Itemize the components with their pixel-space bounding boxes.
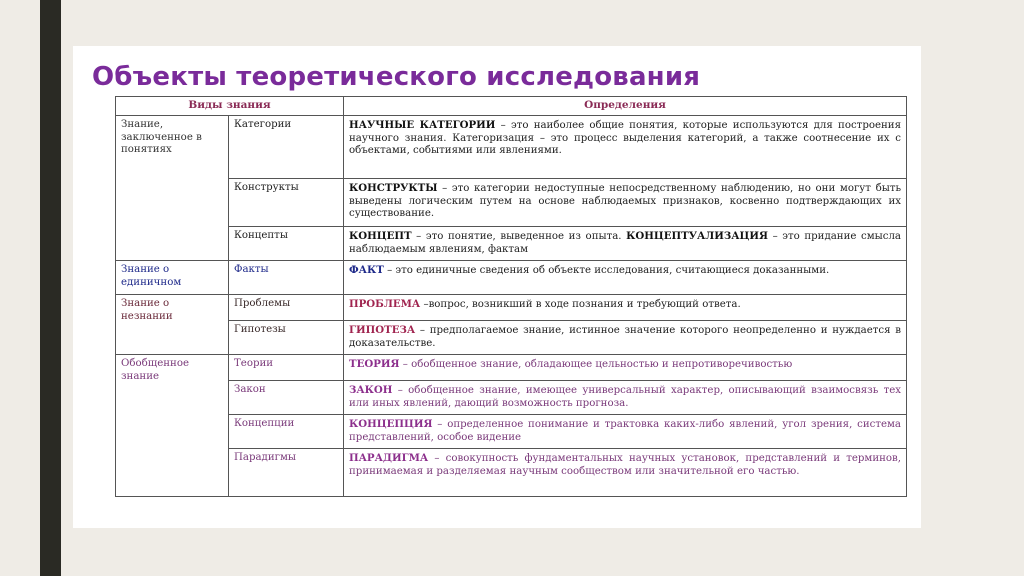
definition-cell <box>344 381 907 415</box>
table-row <box>116 295 907 321</box>
table-row <box>116 179 907 227</box>
definition-cell <box>344 355 907 381</box>
definition-cell <box>344 261 907 295</box>
table-row <box>116 261 907 295</box>
definition-text: – обобщенное знание, имеющее универсальный характер, описывающий взаимосвязь тех или иных явлений, дающий возможность прогноза. <box>349 385 902 409</box>
definition-cell <box>344 227 907 261</box>
definition-text: – это единичные сведения об объекте исследования, считающиеся доказанными. <box>383 265 830 276</box>
header-knowledge-types: Виды знания <box>116 97 344 116</box>
definition-text: – совокупность фундаментальных научных установок, представлений и терминов, принимаемая и разделяемая научным сообществом или значительной его частью. <box>349 453 902 477</box>
definition-term: ПРОБЛЕМА <box>349 298 421 310</box>
definition-cell <box>344 415 907 449</box>
definition-text: – обобщенное знание, обладающее цельностью и непротиворечивостью <box>399 359 793 370</box>
table-row <box>116 415 907 449</box>
kind-cell: Конструкты <box>229 179 344 227</box>
definition-text: – это наиболее общие понятия, которые используются для построения научного знания. Категоризация – это процесс выделения категорий, а также соотнесение их с объектами, событиями или явлениями. <box>349 120 902 156</box>
kind-cell: Концепции <box>229 415 344 449</box>
slide-title: Объекты теоретического исследования <box>92 62 701 92</box>
research-objects-table <box>115 96 907 497</box>
definition-term: НАУЧНЫЕ КАТЕГОРИИ <box>349 119 496 131</box>
kind-cell: Концепты <box>229 227 344 261</box>
definition-term: ЗАКОН <box>349 384 393 396</box>
left-accent-bar <box>40 0 61 576</box>
kind-cell: Закон <box>229 381 344 415</box>
definition-term: ФАКТ <box>349 264 384 276</box>
table-row <box>116 321 907 355</box>
definition-text-2: – это придание смысла наблюдаемым явлениям, фактам <box>349 231 902 255</box>
table-row <box>116 449 907 497</box>
definition-text: – это понятие, выведенное из опыта. <box>411 231 627 242</box>
definition-term: ПАРАДИГМА <box>349 452 429 464</box>
group-cell: Обобщенное знание <box>116 355 229 497</box>
table-header-row <box>116 97 907 116</box>
definition-text: – предполагаемое знание, истинное значение которого неопределенно и нуждается в доказательстве. <box>349 325 902 349</box>
group-cell: Знание о незнании <box>116 295 229 355</box>
kind-cell: Теории <box>229 355 344 381</box>
definition-cell <box>344 449 907 497</box>
kind-cell: Гипотезы <box>229 321 344 355</box>
table-row <box>116 381 907 415</box>
definition-term: КОНЦЕПТ <box>349 230 412 242</box>
definition-term: КОНСТРУКТЫ <box>349 182 438 194</box>
definition-cell <box>344 179 907 227</box>
definition-cell <box>344 116 907 179</box>
table-row <box>116 116 907 179</box>
kind-cell: Факты <box>229 261 344 295</box>
definition-cell <box>344 321 907 355</box>
definition-term: ГИПОТЕЗА <box>349 324 416 336</box>
kind-cell: Парадигмы <box>229 449 344 497</box>
definition-term: ТЕОРИЯ <box>349 358 400 370</box>
definition-term: КОНЦЕПЦИЯ <box>349 418 433 430</box>
definition-cell <box>344 295 907 321</box>
header-definitions: Определения <box>344 97 907 116</box>
definition-text: –вопрос, возникший в ходе познания и требующий ответа. <box>420 299 741 310</box>
kind-cell: Категории <box>229 116 344 179</box>
group-cell: Знание о единичном <box>116 261 229 295</box>
kind-cell: Проблемы <box>229 295 344 321</box>
definition-text: – это категории недоступные непосредственному наблюдению, но они могут быть выведены логическим путем на основе наблюдаемых признаков, косвенно подтверждающих их существование. <box>349 183 902 219</box>
definition-text: – определенное понимание и трактовка каких-либо явлений, угол зрения, система представлений, особое видение <box>349 419 902 443</box>
group-cell: Знание, заключенное в понятиях <box>116 116 229 261</box>
definition-term-2: КОНЦЕПТУАЛИЗАЦИЯ <box>626 230 769 242</box>
table-row <box>116 355 907 381</box>
table-row <box>116 227 907 261</box>
